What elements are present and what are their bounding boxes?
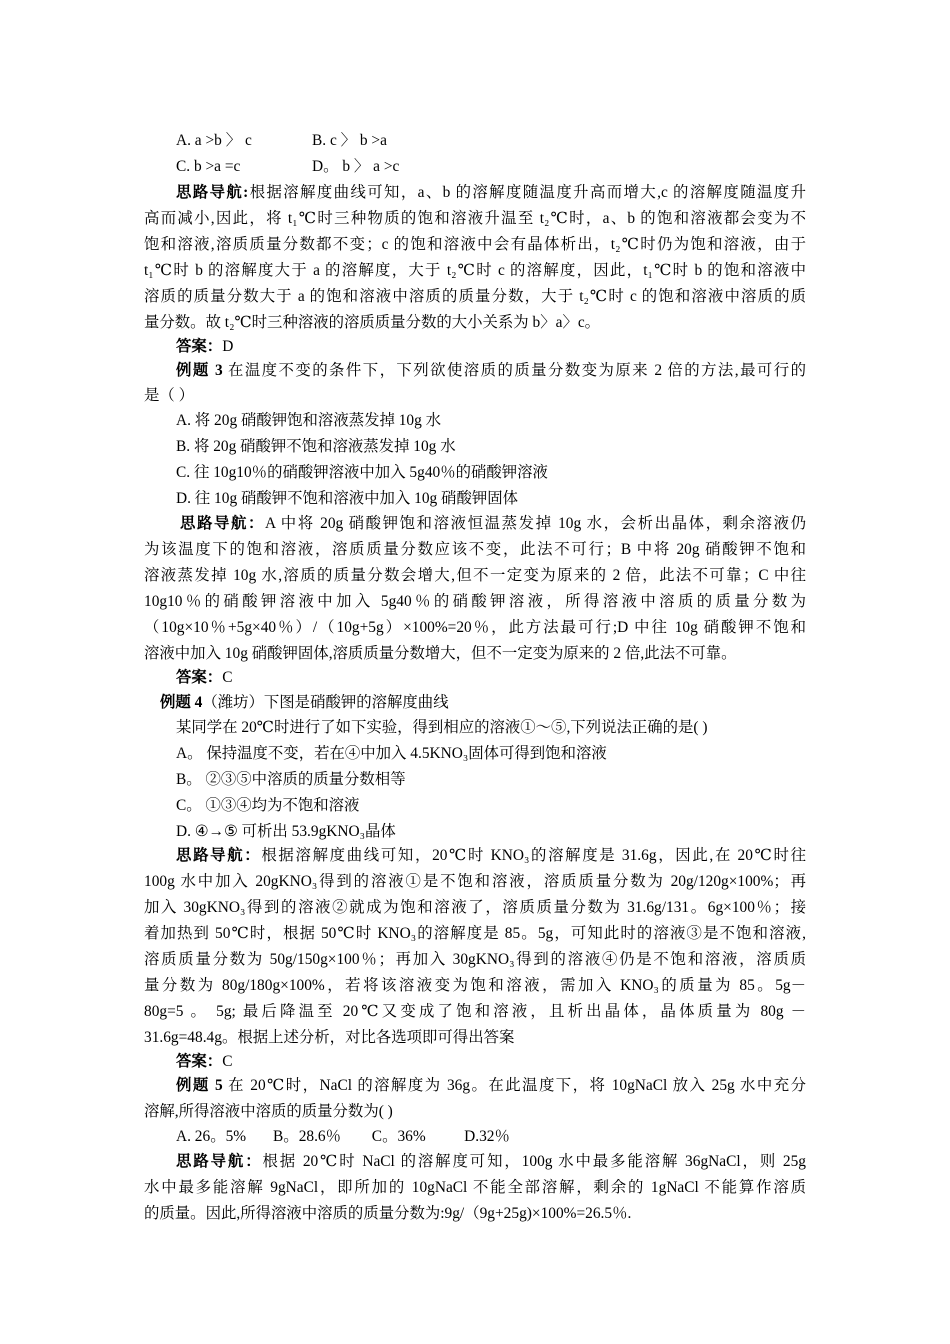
text-line: 某同学在 20℃时进行了如下实验，得到相应的溶液①～⑤,下列说法正确的是( ) — [176, 719, 708, 736]
text-line: 80g=5 。 5g; 最后降温至 20℃又变成了饱和溶液，且析出晶体，晶体质量为 80g － — [144, 1003, 806, 1020]
example-label: 例题 5 — [176, 1077, 223, 1094]
text-line: 饱和溶液,溶质质量分数都不变；c 的饱和溶液中会有晶体析出，t₂℃时仍为饱和溶液，由于 — [144, 236, 806, 253]
option-b: B。 ②③⑤中溶质的质量分数相等 — [176, 771, 406, 788]
answer-value: C — [222, 1053, 233, 1070]
text-line: t₁℃时 b 的溶解度大于 a 的溶解度，大于 t₂℃时 c 的溶解度，因此，t₁℃时 b 的饱和溶液中 — [144, 262, 806, 279]
answer-label: 答案： — [176, 1053, 223, 1070]
text-line: 溶解,所得溶液中溶质的质量分数为( ) — [144, 1103, 393, 1120]
text-line: 为该温度下的饱和溶液，溶质质量分数应该不变，此法不可行；B 中将 20g 硝酸钾不饱和 — [144, 541, 806, 558]
answer-label: 答案： — [176, 338, 223, 355]
analysis-label: 思路导航： — [180, 515, 265, 532]
text-line: 10g10％的硝酸钾溶液中加入 5g40％的硝酸钾溶液，所得溶液中溶质的质量分数为 — [144, 593, 806, 610]
text-line: 溶液中加入 10g 硝酸钾固体,溶质质量分数增大，但不一定变为原来的 2 倍,此法不可靠。 — [144, 645, 737, 662]
text-line: （10g×10％+5g×40％）/（10g+5g）×100%=20％，此方法最可行;D 中往 10g 硝酸钾不饱和 — [144, 619, 806, 636]
answer-line — [176, 668, 232, 688]
analysis-line: 思路导航：A 中将 20g 硝酸钾饱和溶液恒温蒸发掉 10g 水，会析出晶体，剩余溶液仍 — [180, 515, 806, 532]
analysis-label: 思路导航: — [176, 184, 249, 201]
text-line: 31.6g=48.4g。根据上述分析，对比各选项即可得出答案 — [144, 1029, 515, 1046]
answer-label: 答案： — [176, 669, 223, 686]
example-4-heading: 例题 4（潍坊）下图是硝酸钾的溶解度曲线 — [160, 694, 449, 711]
text-line: 高而减小,因此，将 t₁℃时三种物质的饱和溶液升温至 t₂℃时，a、b 的饱和溶液都会变为不 — [144, 210, 806, 227]
answer-value: D — [222, 338, 234, 355]
text-line: 溶质的质量分数大于 a 的饱和溶液中溶质的质量分数，大于 t₂℃时 c 的饱和溶液中溶质的质 — [144, 288, 806, 305]
answer-value: C — [222, 669, 233, 686]
text-line: 溶液蒸发掉 10g 水,溶质的质量分数会增大,但不一定变为原来的 2 倍，此法不可靠；C 中往 — [144, 567, 806, 584]
example-3-heading: 例题 3 在温度不变的条件下，下列欲使溶质的质量分数变为原来 2 倍的方法,最可行的 — [176, 362, 806, 379]
option-a: A。 保持温度不变，若在④中加入 4.5KNO₃固体可得到饱和溶液 — [176, 745, 607, 762]
option-b: B. c 〉 b >a — [312, 132, 387, 149]
analysis-label: 思路导航： — [176, 1153, 263, 1170]
analysis-line: 思路导航：根据 20℃时 NaCl 的溶解度可知，100g 水中最多能溶解 36gNaCl，则 25g — [176, 1153, 806, 1170]
option-d: D. ④→⑤ 可析出 53.9gKNO₃晶体 — [176, 823, 396, 840]
options-line: A. 26。5% B。28.6％ C。36% D.32％ — [176, 1128, 510, 1145]
text-line: 量分数。故 t₂℃时三种溶液的溶质质量分数的大小关系为 b〉a〉c。 — [144, 314, 601, 331]
text-line: 着加热到 50℃时，根据 50℃时 KNO₃的溶解度是 85。5g，可知此时的溶液③是不饱和溶液, — [144, 925, 806, 942]
option-c: C。 ①③④均为不饱和溶液 — [176, 797, 360, 814]
option-row — [176, 131, 387, 151]
option-a: A. 将 20g 硝酸钾饱和溶液蒸发掉 10g 水 — [176, 412, 442, 429]
option-c: C. b >a =c — [176, 158, 241, 175]
answer-line — [176, 337, 233, 357]
option-a: A. a >b 〉 c — [176, 132, 252, 149]
example-5-heading: 例题 5 在 20℃时，NaCl 的溶解度为 36g。在此温度下，将 10gNaCl 放入 25g 水中充分 — [176, 1077, 807, 1094]
text-line: 是（ ） — [144, 387, 195, 404]
example-label: 例题 3 — [176, 362, 223, 379]
analysis-line: 思路导航：根据溶解度曲线可知，20℃时 KNO₃的溶解度是 31.6g，因此,在 20℃时往 — [176, 847, 806, 864]
text-line: 100g 水中加入 20gKNO₃得到的溶液①是不饱和溶液，溶质质量分数为 20g/120g×100%；再 — [144, 873, 806, 890]
text-line: 的质量。因此,所得溶液中溶质的质量分数为:9g/（9g+25g)×100%=26.5％. — [144, 1205, 632, 1222]
option-row — [176, 157, 400, 177]
option-c: C. 往 10g10％的硝酸钾溶液中加入 5g40％的硝酸钾溶液 — [176, 464, 548, 481]
analysis-label: 思路导航： — [176, 847, 262, 864]
analysis-line: 思路导航:根据溶解度曲线可知，a、b 的溶解度随温度升高而增大,c 的溶解度随温度升 — [176, 184, 806, 201]
option-b: B. 将 20g 硝酸钾不饱和溶液蒸发掉 10g 水 — [176, 438, 456, 455]
text-line: 量分数为 80g/180g×100%，若将该溶液变为饱和溶液，需加入 KNO₃的质量为 85。5g－ — [144, 977, 806, 994]
option-d: D。 b 〉 a >c — [312, 158, 400, 175]
text-line: 溶质质量分数为 50g/150g×100％；再加入 30gKNO₃得到的溶液④仍是不饱和溶液，溶质质 — [144, 951, 806, 968]
answer-line — [176, 1052, 232, 1072]
text-line: 加入 30gKNO₃得到的溶液②就成为饱和溶液了，溶质质量分数为 31.6g/131。6g×100％；接 — [144, 899, 806, 916]
example-label: 例题 4 — [160, 694, 203, 711]
text-line: 水中最多能溶解 9gNaCl，即所加的 10gNaCl 不能全部溶解，剩余的 1gNaCl 不能算作溶质 — [144, 1179, 806, 1196]
option-d: D. 往 10g 硝酸钾不饱和溶液中加入 10g 硝酸钾固体 — [176, 490, 519, 507]
